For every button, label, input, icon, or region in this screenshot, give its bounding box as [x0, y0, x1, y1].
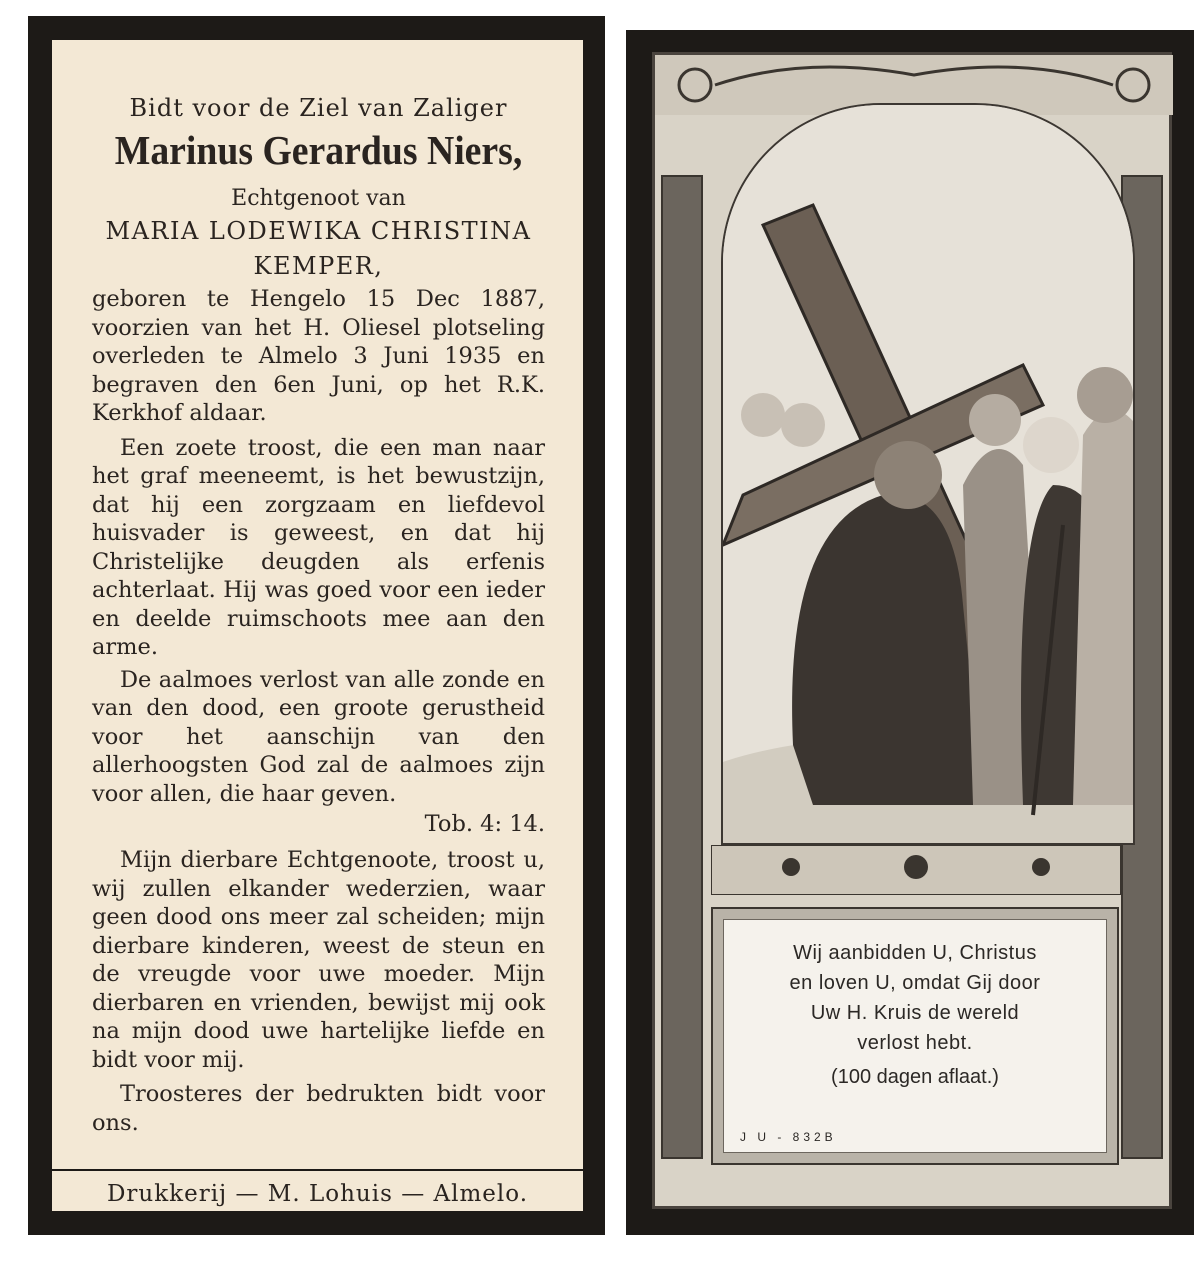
- spouse-name-line2: KEMPER,: [253, 252, 384, 280]
- indulgence-note: (100 dagen aflaat.): [831, 1066, 999, 1088]
- prayer-line-3: Uw H. Kruis de wereld: [810, 1002, 1020, 1024]
- footer-divider: [52, 1169, 583, 1171]
- prayer-line-4: verlost hebt.: [857, 1032, 973, 1054]
- right-card: [626, 30, 1194, 1235]
- prayer-plaque: [711, 907, 1119, 1165]
- alms-paragraph: De aalmoes verlost van alle zonde en van den dood, een groote gerustheid voor het aanschijn van den allerhoogsten God zal de aalmoes zijn voor allen, die haar geven.: [92, 666, 545, 807]
- intro-line: Bidt voor de Ziel van Zaliger: [129, 94, 508, 122]
- spouse-label: Echtgenoot van: [231, 186, 406, 211]
- printer-line: Drukkerij — M. Lohuis — Almelo.: [106, 1181, 529, 1207]
- ornamental-frame: [652, 52, 1172, 1209]
- bible-reference: Tob. 4: 14.: [424, 811, 545, 837]
- comfort-paragraph: Een zoete troost, die een man naar het graf meeneemt, is het bewustzijn, dat hij een zorgzaam en liefdevol huisvader is geweest, en dat hij Christelijke deugden als erfenis achterlaat. Hij was goed voor een ieder en deelde ruimschoots mee aan den arme.: [92, 434, 545, 660]
- catalog-code: J U - 832B: [740, 1130, 837, 1144]
- closing-prayer: Troosteres der bedrukten bidt voor ons.: [92, 1081, 545, 1136]
- lower-ornament-icon: [711, 845, 1121, 895]
- cross-carrying-scene: [721, 103, 1135, 845]
- left-pillar: [661, 175, 703, 1159]
- farewell-paragraph: Mijn dierbare Echtgenoote, troost u, wij zullen elkander wederzien, waar geen dood ons meer zal scheiden; mijn dierbare kinderen, weest de steun en de vreugde voor uwe moeder. Mijn dierbaren en vrienden, bewijst mij ook na mijn dood uwe hartelijke liefde en bidt voor mij.: [92, 847, 545, 1073]
- left-card: [28, 16, 605, 1235]
- biography-paragraph: geboren te Hengelo 15 Dec 1887, voorzien van het H. Oliesel plotseling overleden te Almelo 3 Juni 1935 en begraven den 6en Juni, op het R.K. Kerkhof aldaar.: [92, 286, 545, 426]
- prayer-line-2: en loven U, omdat Gij door: [789, 972, 1041, 994]
- scene-illustration-icon: [723, 105, 1133, 843]
- prayer-line-1: Wij aanbidden U, Christus: [793, 942, 1037, 964]
- spouse-name-line1: MARIA LODEWIKA CHRISTINA: [105, 217, 532, 245]
- prayer-plaque-inner: [723, 919, 1107, 1153]
- left-card-paper: [52, 40, 583, 1211]
- deceased-name: Marinus Gerardus Niers,: [114, 127, 523, 173]
